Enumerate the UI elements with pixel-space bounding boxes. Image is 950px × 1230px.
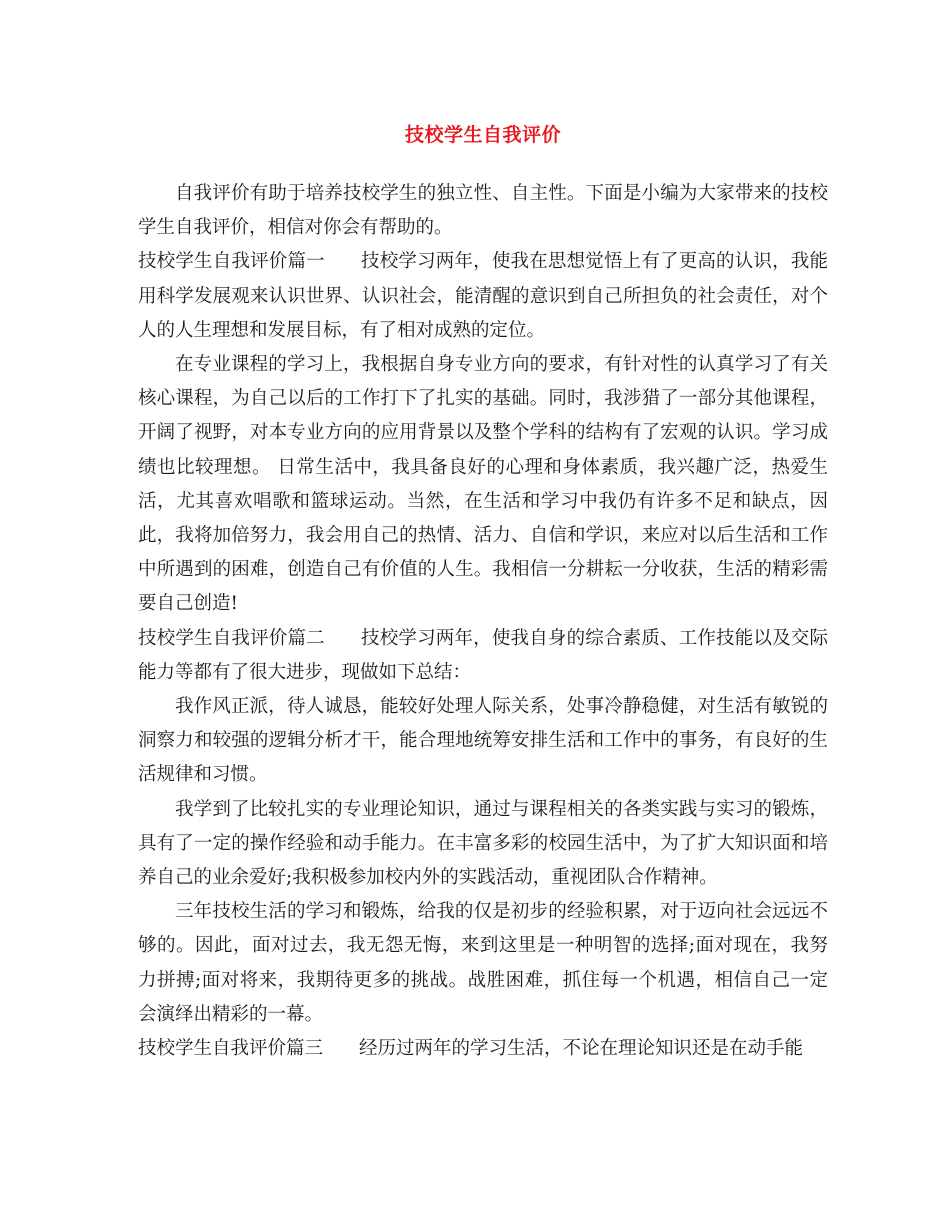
- document-title: 技校学生自我评价: [404, 124, 561, 146]
- body-paragraph: [138, 793, 828, 896]
- body-paragraph: [138, 895, 828, 1032]
- section-heading: 技校学生自我评价篇二: [138, 627, 325, 649]
- section-three-paragraph: [138, 1032, 828, 1066]
- body-paragraph: [138, 690, 828, 793]
- paragraph-text: 经历过两年的学习生活，不论在理论知识还是在动手能: [359, 1038, 804, 1060]
- document-page: [138, 118, 828, 1066]
- paragraph-text: 技校学习两年，使我在思想觉悟上有了更高的认识，我能用科学发展观来认识世界、认识社会，能清醒的意识到自己所担负的社会责任，对个人的人生理想和发展目标，有了相对成熟的定位。: [138, 251, 828, 341]
- paragraph-text: 三年技校生活的学习和锻炼，给我的仅是初步的经验积累，对于迈向社会远远不够的。因此，面对过去，我无怨无悔，来到这里是一种明智的选择;面对现在，我努力拼搏;面对将来，我期待更多的挑战。战胜困难，抓住每一个机遇，相信自己一定会演绎出精彩的一幕。: [138, 901, 828, 1025]
- paragraph-text: 自我评价有助于培养技校学生的独立性、自主性。下面是小编为大家带来的技校学生自我评价，相信对你会有帮助的。: [138, 183, 828, 239]
- section-one-paragraph: [138, 245, 828, 348]
- paragraph-text: 技校学习两年，使我自身的综合素质、工作技能以及交际能力等都有了很大进步，现做如下总结：: [138, 627, 828, 683]
- paragraph-text: 我作风正派，待人诚恳，能较好处理人际关系，处事冷静稳健，对生活有敏锐的洞察力和较强的逻辑分析才干，能合理地统筹安排生活和工作中的事务，有良好的生活规律和习惯。: [138, 696, 828, 786]
- section-two-paragraph: [138, 622, 828, 690]
- section-heading: 技校学生自我评价篇一: [138, 251, 325, 273]
- paragraph-text: 在专业课程的学习上，我根据自身专业方向的要求，有针对性的认真学习了有关核心课程，为自己以后的工作打下了扎实的基础。同时，我涉猎了一部分其他课程，开阔了视野，对本专业方向的应用背景以及整个学科的结构有了宏观的认识。学习成绩也比较理想。 日常生活中，我具备良好的心理和身体素质，我兴趣广泛，热爱生活，尤其喜欢唱歌和篮球运动。当然，在生活和学习中我仍有许多不足和缺点，因此，我将加倍努力，我会用自己的热情、活力、自信和学识，来应对以后生活和工作中所遇到的困难，创造自己有价值的人生。我相信一分耕耘一分收获，生活的精彩需要自己创造!: [138, 354, 828, 615]
- intro-paragraph: [138, 177, 828, 245]
- section-heading: 技校学生自我评价篇三: [138, 1038, 324, 1060]
- paragraph-text: 我学到了比较扎实的专业理论知识，通过与课程相关的各类实践与实习的锻炼，具有了一定的操作经验和动手能力。在丰富多彩的校园生活中，为了扩大知识面和培养自己的业余爱好;我积极参加校内外的实践活动，重视团队合作精神。: [138, 798, 828, 889]
- body-paragraph: [138, 348, 828, 622]
